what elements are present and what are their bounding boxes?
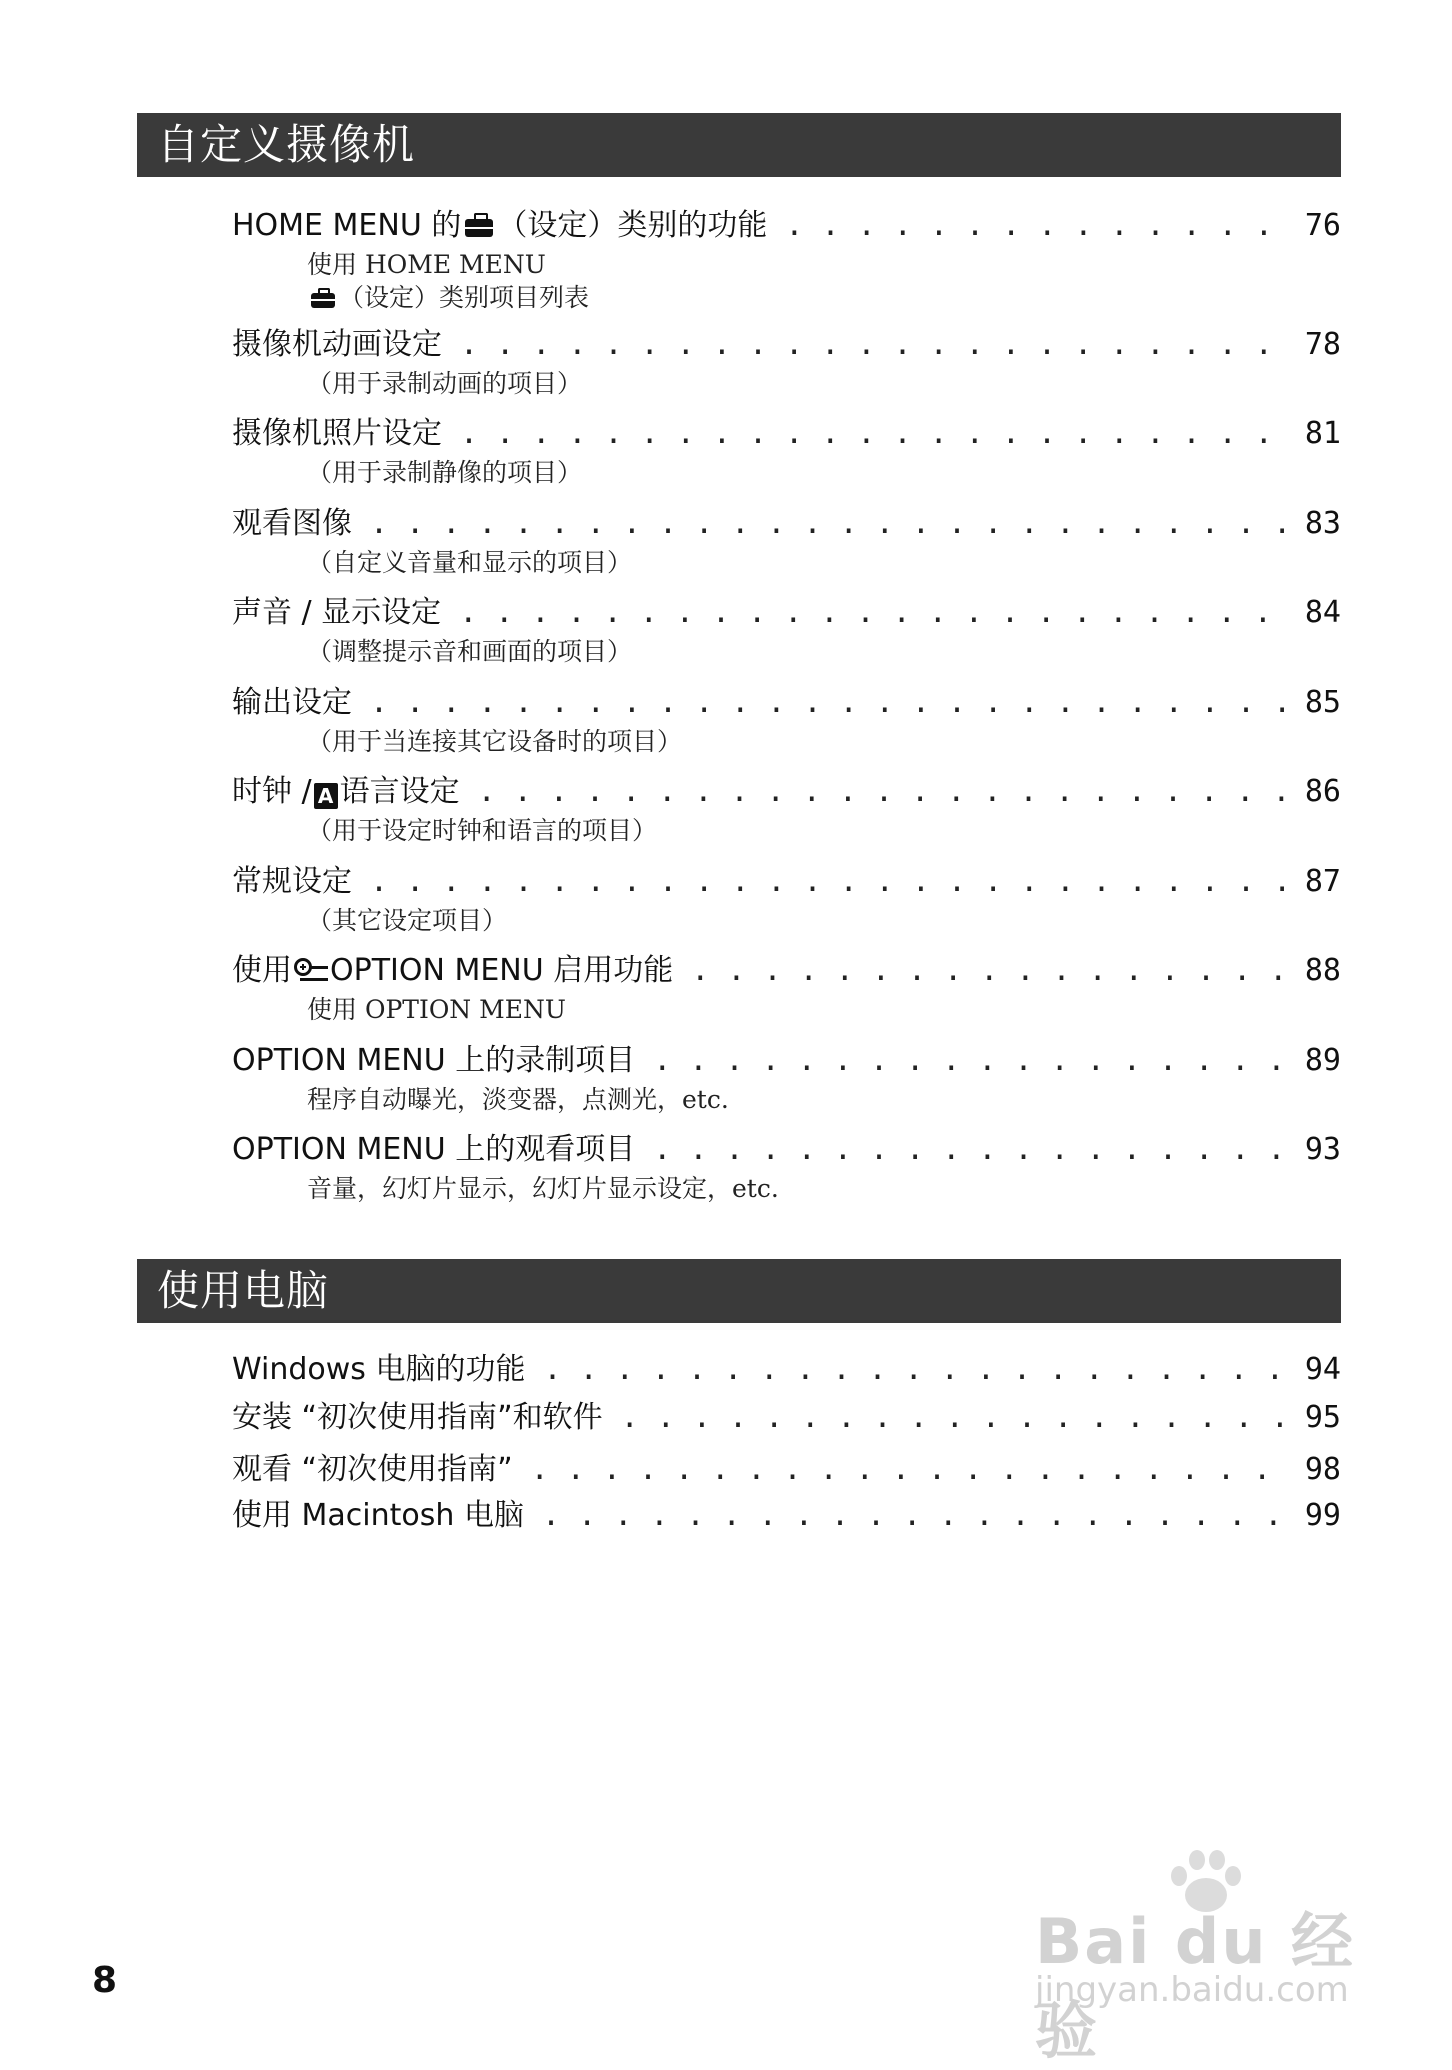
dot-leader: [460, 412, 1295, 456]
toc-entry[interactable]: [232, 1396, 1341, 1440]
section-header-using-computer: [137, 1259, 1341, 1323]
entry-description: （自定义音量和显示的项目）: [307, 548, 633, 577]
dot-leader: [785, 204, 1295, 248]
dot-leader: [370, 860, 1295, 904]
entry-page-number: 94: [1304, 1352, 1341, 1387]
toc-entry[interactable]: [232, 1494, 1341, 1538]
entry-description: 程序自动曝光，淡变器，点测光，etc.: [307, 1085, 729, 1114]
entry-description: （其它设定项目）: [307, 906, 508, 935]
entry-title-pre: 时钟 /: [232, 774, 312, 809]
entry-page-number: 83: [1304, 506, 1341, 541]
entry-page-number: 89: [1304, 1043, 1341, 1078]
toc-entry[interactable]: [232, 681, 1341, 758]
dot-leader: [460, 323, 1295, 367]
entry-title-post: OPTION MENU 启用功能: [330, 953, 674, 988]
dot-leader: [370, 681, 1295, 725]
toc-entry[interactable]: [232, 323, 1341, 400]
entry-title: 摄像机照片设定: [232, 416, 442, 451]
toc-entry[interactable]: [232, 860, 1341, 937]
entry-page-number: 78: [1304, 327, 1341, 362]
toc-entry[interactable]: [232, 204, 1341, 314]
dot-leader: [531, 1448, 1295, 1492]
entry-title: 摄像机动画设定: [232, 327, 442, 362]
entry-title-pre: HOME MENU 的: [232, 208, 462, 243]
entry-description: （用于录制静像的项目）: [307, 458, 583, 487]
entry-page-number: 93: [1304, 1132, 1341, 1167]
entry-title: 观看图像: [232, 506, 352, 541]
entry-title-post: 语言设定: [339, 774, 460, 809]
toc-entry[interactable]: [232, 1039, 1341, 1116]
toc-entry[interactable]: [232, 591, 1341, 668]
entry-page-number: 88: [1304, 953, 1341, 988]
entry-page-number: 81: [1304, 416, 1341, 451]
entry-page-number: 85: [1304, 685, 1341, 720]
entry-description: （用于录制动画的项目）: [307, 369, 583, 398]
entry-page-number: 84: [1304, 595, 1341, 630]
toc-entry[interactable]: [232, 502, 1341, 579]
entry-title: 观看 “初次使用指南”: [232, 1452, 513, 1487]
toolbox-icon: [311, 293, 335, 308]
section-title: 自定义摄像机: [157, 120, 416, 169]
dot-leader: [653, 1039, 1295, 1083]
toc-entry[interactable]: [232, 1348, 1341, 1392]
entry-title: OPTION MENU 上的录制项目: [232, 1043, 636, 1078]
dot-leader: [478, 770, 1295, 814]
entry-page-number: 98: [1304, 1452, 1341, 1487]
dot-leader: [653, 1128, 1295, 1172]
baidu-watermark: [1035, 1848, 1365, 2067]
entry-description: （用于设定时钟和语言的项目）: [307, 816, 658, 845]
entry-title: 使用 Macintosh 电脑: [232, 1498, 524, 1533]
entry-title-pre: 使用: [232, 953, 292, 988]
entry-title: 常规设定: [232, 864, 352, 899]
entry-description: 使用 OPTION MENU: [307, 995, 566, 1024]
toc-entry[interactable]: [232, 1128, 1341, 1205]
entry-description: （设定）类别项目列表: [232, 281, 1341, 314]
dot-leader: [691, 949, 1295, 993]
entry-title: 声音 / 显示设定: [232, 595, 442, 630]
entry-page-number: 76: [1304, 208, 1341, 243]
entry-description: 音量，幻灯片显示，幻灯片显示设定，etc.: [307, 1174, 779, 1203]
watermark-brand: Bai du 经验: [1035, 1905, 1356, 2067]
entry-page-number: 87: [1304, 864, 1341, 899]
dot-leader: [621, 1396, 1295, 1440]
page-number: 8: [92, 1960, 118, 2001]
dot-leader: [459, 591, 1295, 635]
entry-title: 输出设定: [232, 685, 352, 720]
entry-title: Windows 电脑的功能: [232, 1352, 526, 1387]
entry-description: 使用 HOME MENU: [307, 250, 546, 279]
language-a-icon: A: [314, 783, 338, 809]
dot-leader: [370, 502, 1295, 546]
entry-title-post: （设定）类别的功能: [497, 208, 768, 243]
toc-entry[interactable]: [232, 1448, 1341, 1492]
toc-entry[interactable]: [232, 770, 1341, 847]
entry-page-number: 86: [1304, 774, 1341, 809]
dot-leader: [543, 1348, 1294, 1392]
entry-description: （调整提示音和画面的项目）: [307, 637, 633, 666]
entry-title: 安装 “初次使用指南”和软件: [232, 1400, 603, 1435]
entry-page-number: 99: [1304, 1498, 1341, 1533]
watermark-url: jingyan.baidu.com: [1035, 1970, 1349, 2010]
entry-page-number: 95: [1304, 1400, 1341, 1435]
toolbox-icon: [465, 219, 493, 237]
section-title: 使用电脑: [157, 1266, 330, 1315]
entry-title: OPTION MENU 上的观看项目: [232, 1132, 636, 1167]
toc-entry[interactable]: [232, 949, 1341, 1026]
entry-description: （用于当连接其它设备时的项目）: [307, 727, 683, 756]
option-icon: [294, 957, 328, 983]
section-header-customize-camera: [137, 113, 1341, 177]
toc-entry[interactable]: [232, 412, 1341, 489]
dot-leader: [542, 1494, 1295, 1538]
